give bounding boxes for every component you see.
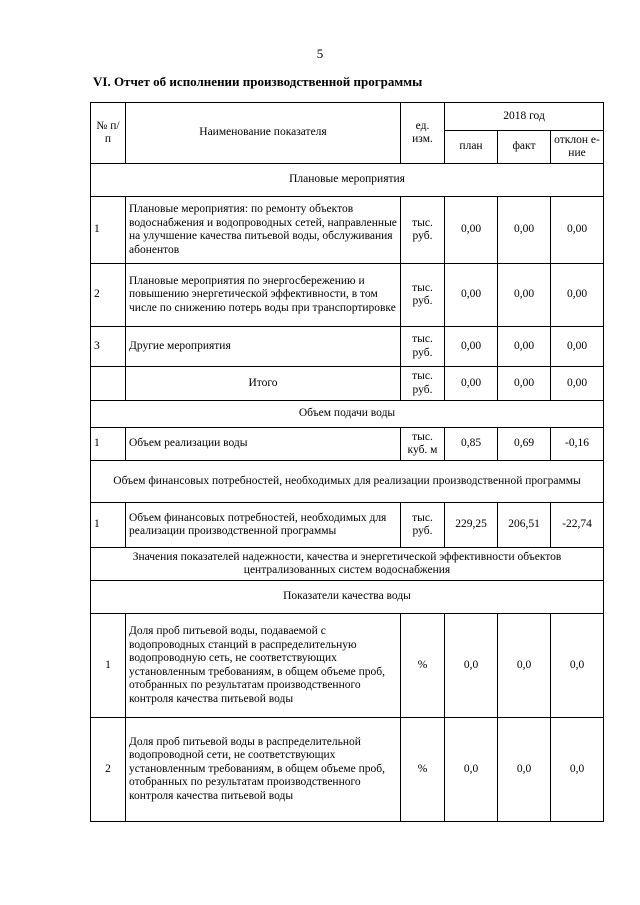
row-fact: 0,0 bbox=[498, 614, 551, 718]
row-num: 2 bbox=[91, 718, 126, 822]
section-row bbox=[91, 461, 604, 503]
row-unit: % bbox=[401, 718, 445, 822]
row-unit: тыс. куб. м bbox=[401, 428, 445, 461]
row-plan: 0,0 bbox=[445, 718, 498, 822]
row-unit: тыс. руб. bbox=[401, 367, 445, 401]
header-name: Наименование показателя bbox=[126, 103, 401, 164]
section-reliability: Значения показателей надежности, качества и энергетической эффективности объектов централизованных систем водоснабжения bbox=[91, 548, 604, 581]
table-header-row bbox=[91, 103, 604, 131]
section-heading: VI. Отчет об исполнении производственной программы bbox=[93, 74, 423, 89]
row-plan: 0,00 bbox=[445, 327, 498, 367]
table-row bbox=[91, 264, 604, 327]
row-fact: 0,00 bbox=[498, 264, 551, 327]
table-row bbox=[91, 327, 604, 367]
row-deviation: 0,00 bbox=[551, 367, 604, 401]
table-row bbox=[91, 718, 604, 822]
row-num: 1 bbox=[91, 197, 126, 264]
row-deviation: 0,00 bbox=[551, 197, 604, 264]
row-unit: тыс. руб. bbox=[401, 327, 445, 367]
section-planned: Плановые мероприятия bbox=[91, 164, 604, 197]
row-num: 1 bbox=[91, 428, 126, 461]
row-name: Доля проб питьевой воды в распределительной водопроводной сети, не соответствующих установленным требованиям, в общем объеме проб, отобранных по результатам производственного контроля качества питьевой воды bbox=[126, 718, 401, 822]
row-fact: 0,00 bbox=[498, 197, 551, 264]
table-row bbox=[91, 197, 604, 264]
total-row bbox=[91, 367, 604, 401]
row-deviation: 0,0 bbox=[551, 718, 604, 822]
header-plan: план bbox=[445, 131, 498, 164]
row-plan: 229,25 bbox=[445, 503, 498, 548]
table-row bbox=[91, 614, 604, 718]
section-row bbox=[91, 548, 604, 581]
row-plan: 0,00 bbox=[445, 367, 498, 401]
row-deviation: 0,0 bbox=[551, 614, 604, 718]
header-deviation: отклон е-ние bbox=[551, 131, 604, 164]
row-fact: 206,51 bbox=[498, 503, 551, 548]
row-name: Доля проб питьевой воды, подаваемой с водопроводных станций в распределительную водопроводную сеть, не соответствующих установленным требованиям, в общем объеме проб, отобранных по результатам производственного контроля качества питьевой воды bbox=[126, 614, 401, 718]
section-finance: Объем финансовых потребностей, необходимых для реализации производственной программы bbox=[91, 461, 604, 503]
row-plan: 0,00 bbox=[445, 264, 498, 327]
table-row bbox=[91, 428, 604, 461]
header-unit: ед. изм. bbox=[401, 103, 445, 164]
row-num: 1 bbox=[91, 614, 126, 718]
row-deviation: -0,16 bbox=[551, 428, 604, 461]
row-name: Итого bbox=[126, 367, 401, 401]
row-num: 2 bbox=[91, 264, 126, 327]
row-plan: 0,0 bbox=[445, 614, 498, 718]
row-unit: % bbox=[401, 614, 445, 718]
row-name: Объем реализации воды bbox=[126, 428, 401, 461]
row-name: Объем финансовых потребностей, необходимых для реализации производственной программы bbox=[126, 503, 401, 548]
page-number: 5 bbox=[316, 46, 324, 61]
table-row bbox=[91, 503, 604, 548]
section-row bbox=[91, 164, 604, 197]
section-row bbox=[91, 401, 604, 428]
header-year: 2018 год bbox=[445, 103, 604, 131]
row-num: 3 bbox=[91, 327, 126, 367]
row-num bbox=[91, 367, 126, 401]
header-fact: факт bbox=[498, 131, 551, 164]
section-quality: Показатели качества воды bbox=[91, 581, 604, 614]
row-name: Плановые мероприятия по энергосбережению и повышению энергетической эффективности, в том числе по снижению потерь воды при транспортировке bbox=[126, 264, 401, 327]
row-plan: 0,85 bbox=[445, 428, 498, 461]
section-supply: Объем подачи воды bbox=[91, 401, 604, 428]
row-fact: 0,69 bbox=[498, 428, 551, 461]
row-unit: тыс. руб. bbox=[401, 197, 445, 264]
row-name: Плановые мероприятия: по ремонту объектов водоснабжения и водопроводных сетей, направленные на улучшение качества питьевой воды, обслуживания абонентов bbox=[126, 197, 401, 264]
production-program-report-table bbox=[90, 102, 604, 822]
header-num: № п/п bbox=[91, 103, 126, 164]
section-row bbox=[91, 581, 604, 614]
row-deviation: -22,74 bbox=[551, 503, 604, 548]
row-fact: 0,00 bbox=[498, 367, 551, 401]
row-num: 1 bbox=[91, 503, 126, 548]
row-unit: тыс. руб. bbox=[401, 264, 445, 327]
row-fact: 0,00 bbox=[498, 327, 551, 367]
row-deviation: 0,00 bbox=[551, 327, 604, 367]
row-unit: тыс. руб. bbox=[401, 503, 445, 548]
row-fact: 0,0 bbox=[498, 718, 551, 822]
row-name: Другие мероприятия bbox=[126, 327, 401, 367]
row-deviation: 0,00 bbox=[551, 264, 604, 327]
row-plan: 0,00 bbox=[445, 197, 498, 264]
